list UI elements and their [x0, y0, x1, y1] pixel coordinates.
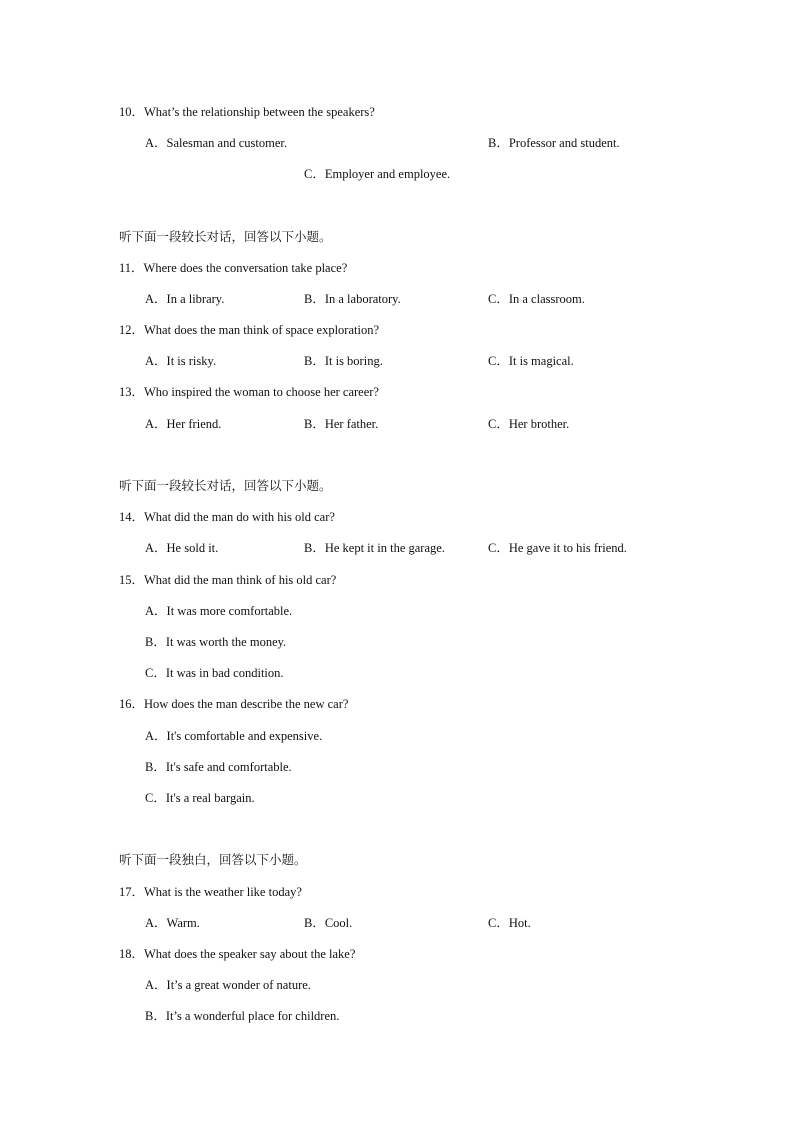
question-13: 13．Who inspired the woman to choose her career? — [119, 385, 379, 399]
option-14a: A．He sold it. — [145, 541, 219, 555]
question-12: 12．What does the man think of space exploration? — [119, 323, 379, 337]
section-instruction-3: 听下面一段独白，回答以下小题。 — [119, 852, 307, 867]
option-12b: B．It is boring. — [304, 354, 383, 368]
option-12c: C．It is magical. — [488, 354, 574, 368]
option-11b: B．In a laboratory. — [304, 292, 401, 306]
question-15: 15．What did the man think of his old car? — [119, 573, 337, 587]
section-instruction-1: 听下面一段较长对话，回答以下小题。 — [119, 229, 332, 244]
option-16c: C．It's a real bargain. — [145, 791, 255, 805]
option-13b: B．Her father. — [304, 417, 379, 431]
option-13a: A．Her friend. — [145, 417, 222, 431]
option-12a: A．It is risky. — [145, 354, 217, 368]
option-16a: A．It's comfortable and expensive. — [145, 729, 323, 743]
option-14b: B．He kept it in the garage. — [304, 541, 445, 555]
option-14c: C．He gave it to his friend. — [488, 541, 627, 555]
option-10b: B．Professor and student. — [488, 136, 620, 150]
option-13c: C．Her brother. — [488, 417, 570, 431]
option-10c: C．Employer and employee. — [304, 167, 451, 181]
option-15c: C．It was in bad condition. — [145, 666, 284, 680]
option-16b: B．It's safe and comfortable. — [145, 760, 292, 774]
section-instruction-2: 听下面一段较长对话，回答以下小题。 — [119, 478, 332, 493]
question-14: 14．What did the man do with his old car? — [119, 510, 335, 524]
question-10: 10．What’s the relationship between the speakers? — [119, 105, 375, 119]
option-18b: B．It’s a wonderful place for children. — [145, 1009, 340, 1023]
option-11c: C．In a classroom. — [488, 292, 585, 306]
option-17c: C．Hot. — [488, 916, 531, 930]
question-16: 16．How does the man describe the new car? — [119, 697, 349, 711]
option-17a: A．Warm. — [145, 916, 200, 930]
question-18: 18．What does the speaker say about the lake? — [119, 947, 356, 961]
option-15a: A．It was more comfortable. — [145, 604, 293, 618]
option-18a: A．It’s a great wonder of nature. — [145, 978, 311, 992]
option-11a: A．In a library. — [145, 292, 225, 306]
question-17: 17．What is the weather like today? — [119, 885, 302, 899]
question-11: 11．Where does the conversation take place? — [119, 261, 348, 275]
option-17b: B．Cool. — [304, 916, 353, 930]
option-15b: B．It was worth the money. — [145, 635, 287, 649]
option-10a: A．Salesman and customer. — [145, 136, 287, 150]
